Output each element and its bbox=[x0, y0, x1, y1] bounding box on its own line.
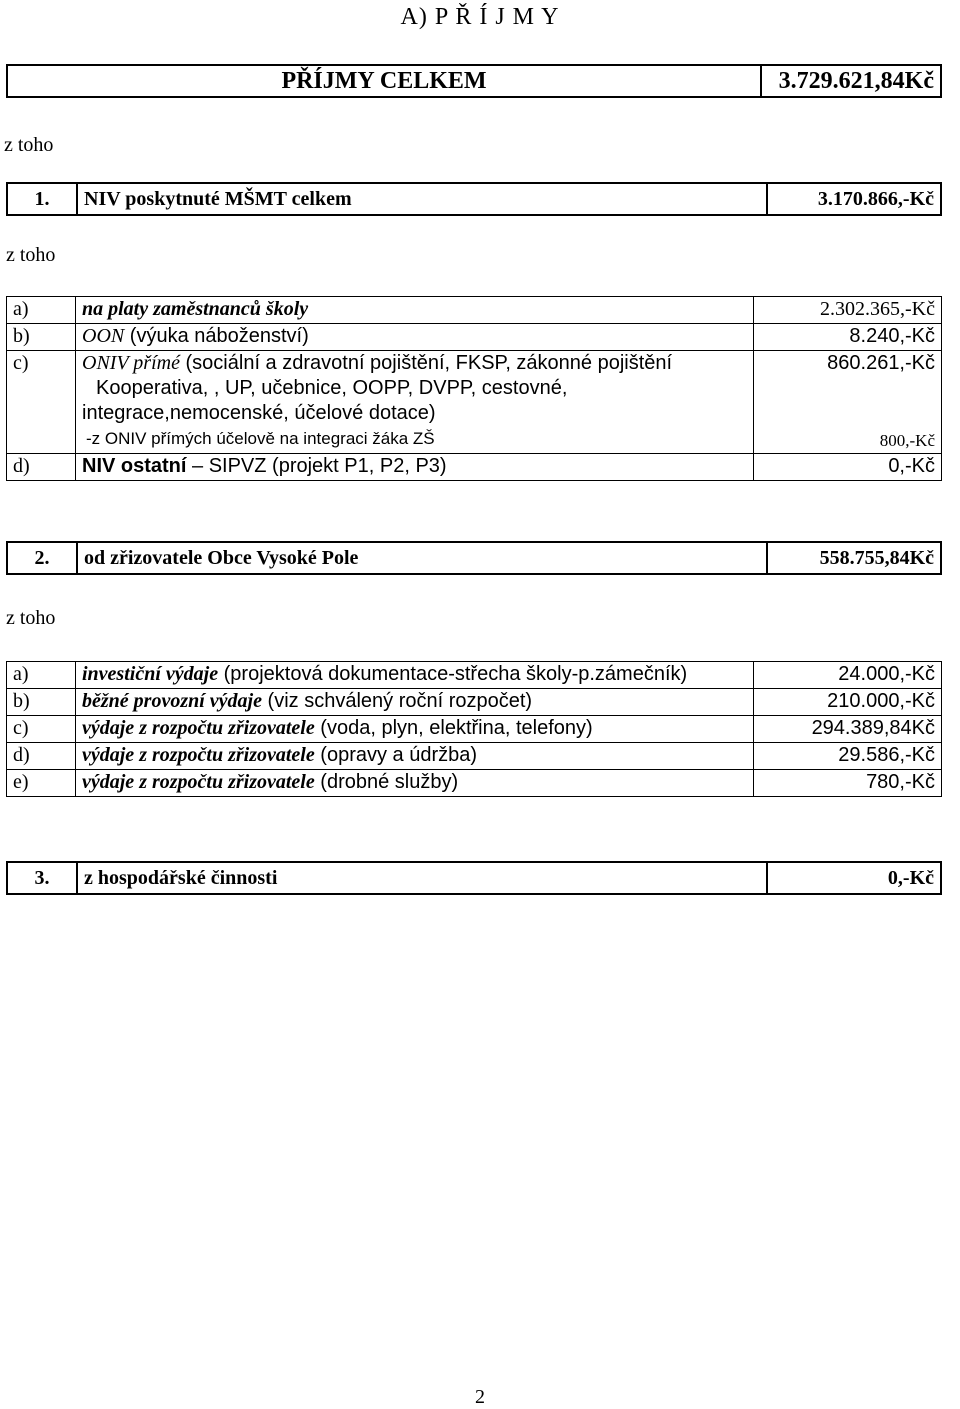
item-letter: d) bbox=[7, 743, 76, 770]
section2-number: 2. bbox=[7, 542, 77, 574]
item-description: OON (výuka náboženství) bbox=[76, 324, 754, 351]
item-description: NIV ostatní – SIPVZ (projekt P1, P2, P3) bbox=[76, 454, 754, 481]
item-amount: 29.586,-Kč bbox=[754, 743, 942, 770]
item-letter: c) bbox=[7, 351, 76, 454]
item-letter: d) bbox=[7, 454, 76, 481]
section1-items bbox=[6, 296, 942, 481]
z-toho-label: z toho bbox=[6, 244, 56, 266]
item-description: investiční výdaje (projektová dokumentace-střecha školy-p.zámečník) bbox=[76, 662, 754, 689]
item-letter: c) bbox=[7, 716, 76, 743]
item-amount: 860.261,-Kč 800,-Kč bbox=[754, 351, 942, 454]
section1-amount: 3.170.866,-Kč bbox=[767, 183, 941, 215]
total-amount: 3.729.621,84Kč bbox=[761, 65, 941, 97]
total-table bbox=[6, 64, 942, 98]
item-description: ONIV přímé (sociální a zdravotní pojištění, FKSP, zákonné pojištění Kooperativa, , UP, učebnice, OOPP, DVPP, cestovné, integrace,nemocenské, účelové dotace) -z ONIV přímých účelově na integraci žáka ZŠ bbox=[76, 351, 754, 454]
section2-amount: 558.755,84Kč bbox=[767, 542, 941, 574]
item-amount: 8.240,-Kč bbox=[754, 324, 942, 351]
item-amount: 0,-Kč bbox=[754, 454, 942, 481]
section3-header bbox=[6, 861, 942, 895]
section3-amount: 0,-Kč bbox=[767, 862, 941, 894]
table-row bbox=[7, 770, 942, 797]
item-description: běžné provozní výdaje (viz schválený roční rozpočet) bbox=[76, 689, 754, 716]
section3-number: 3. bbox=[7, 862, 77, 894]
section2-header bbox=[6, 541, 942, 575]
item-description: výdaje z rozpočtu zřizovatele (voda, plyn, elektřina, telefony) bbox=[76, 716, 754, 743]
section1-label: NIV poskytnuté MŠMT celkem bbox=[77, 183, 767, 215]
section2-items bbox=[6, 661, 942, 797]
item-letter: e) bbox=[7, 770, 76, 797]
total-label: PŘÍJMY CELKEM bbox=[7, 65, 761, 97]
item-description: na platy zaměstnanců školy bbox=[76, 297, 754, 324]
item-amount: 210.000,-Kč bbox=[754, 689, 942, 716]
z-toho-label: z toho bbox=[4, 134, 54, 156]
table-row bbox=[7, 351, 942, 454]
table-row bbox=[7, 689, 942, 716]
item-letter: b) bbox=[7, 689, 76, 716]
item-description: výdaje z rozpočtu zřizovatele (drobné služby) bbox=[76, 770, 754, 797]
item-amount: 294.389,84Kč bbox=[754, 716, 942, 743]
item-amount: 24.000,-Kč bbox=[754, 662, 942, 689]
item-description: výdaje z rozpočtu zřizovatele (opravy a údržba) bbox=[76, 743, 754, 770]
table-row bbox=[7, 662, 942, 689]
page-title: A) P Ř Í J M Y bbox=[400, 4, 560, 30]
section3-label: z hospodářské činnosti bbox=[77, 862, 767, 894]
page-number: 2 bbox=[475, 1386, 485, 1408]
section2-label: od zřizovatele Obce Vysoké Pole bbox=[77, 542, 767, 574]
table-row bbox=[7, 454, 942, 481]
table-row bbox=[7, 297, 942, 324]
z-toho-label: z toho bbox=[6, 607, 56, 629]
section1-number: 1. bbox=[7, 183, 77, 215]
item-amount: 2.302.365,-Kč bbox=[754, 297, 942, 324]
section1-header bbox=[6, 182, 942, 216]
table-row bbox=[7, 743, 942, 770]
item-amount: 780,-Kč bbox=[754, 770, 942, 797]
item-letter: a) bbox=[7, 297, 76, 324]
table-row bbox=[7, 716, 942, 743]
table-row bbox=[7, 324, 942, 351]
item-letter: a) bbox=[7, 662, 76, 689]
item-letter: b) bbox=[7, 324, 76, 351]
